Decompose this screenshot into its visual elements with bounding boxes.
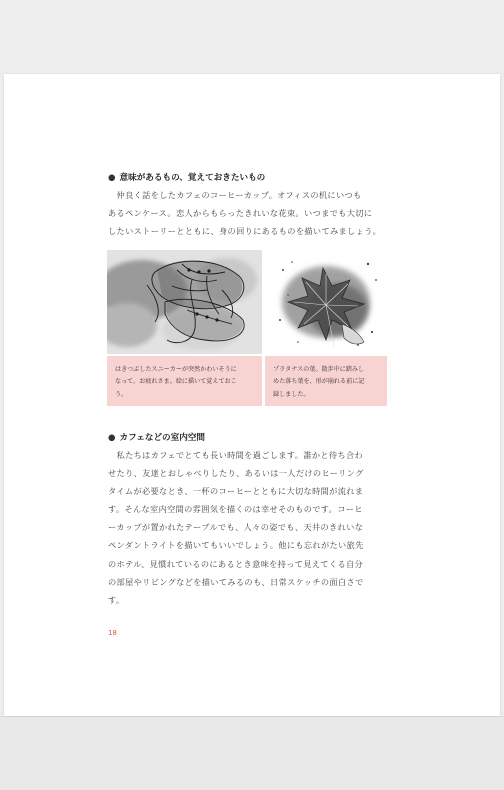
paragraph-line: ペンダントライトを描いてもいいでしょう。他にも忘れがたい旅先: [108, 540, 364, 551]
section-heading-cafe-interior: [108, 432, 205, 444]
paragraph-line: のホテル、見慣れているのにあるとき意味を持って見えてくる自分: [108, 558, 364, 569]
plane-leaf-caption: [265, 356, 387, 406]
caption-line: なって。お疲れさま。絵に描いて覚えておこ: [115, 378, 237, 386]
paragraph-line: したいストーリーとともに、身の回りにあるものを描いてみましょう。: [108, 226, 382, 237]
caption-line: 録しました。: [273, 390, 310, 398]
caption-line: う。: [115, 390, 128, 398]
paragraph-line: す。そんな室内空間の雰囲気を描くのは幸せそのものです。コーヒ: [108, 504, 363, 515]
caption-line: プラタナスの葉。散歩中に踏みし: [273, 366, 365, 373]
cafe-paragraph: [108, 446, 392, 609]
paragraph-line: せたり、友達とおしゃべりしたり、あるいは一人だけのヒーリング: [108, 468, 364, 479]
sneaker-sketch-image: [107, 250, 262, 354]
bullet-dot: ●: [108, 433, 116, 443]
intro-paragraph: [108, 186, 392, 240]
bullet-dot: ●: [108, 173, 116, 183]
section-heading-text: カフェなどの室内空間: [119, 433, 206, 443]
paragraph-line: す。: [108, 594, 125, 605]
page-number: 18: [108, 629, 117, 637]
sneaker-caption: [107, 356, 262, 406]
paragraph-line: タイムが必要なとき、一杯のコーヒーとともに大切な時間が流れま: [108, 486, 364, 497]
paragraph-line: ーカップが置かれたテーブルでも、人々の姿でも、天井のきれいな: [108, 522, 364, 533]
viewer-bottom-bar: [0, 716, 504, 790]
paragraph-line: 私たちはカフェでとても長い時間を過ごします。誰かと待ち合わ: [108, 450, 364, 460]
paragraph-line: 仲良く話をしたカフェのコーヒーカップ。オフィスの机にいつも: [108, 190, 362, 200]
caption-line: めた落ち葉を、形が崩れる前に記: [273, 378, 365, 386]
plane-leaf-sketch-image: [268, 250, 386, 354]
section-heading-meaningful-things: [108, 172, 265, 184]
book-page: [4, 74, 500, 716]
caption-line: はきつぶしたスニーカーが突然かわいそうに: [115, 366, 237, 373]
paragraph-line: の部屋やリビングなどを描いてみるのも、日常スケッチの面白さで: [108, 576, 364, 587]
section-heading-text: 意味があるもの、覚えておきたいもの: [119, 173, 266, 183]
paragraph-line: あるペンケース。恋人からもらったきれいな花束。いつまでも大切に: [108, 208, 373, 219]
